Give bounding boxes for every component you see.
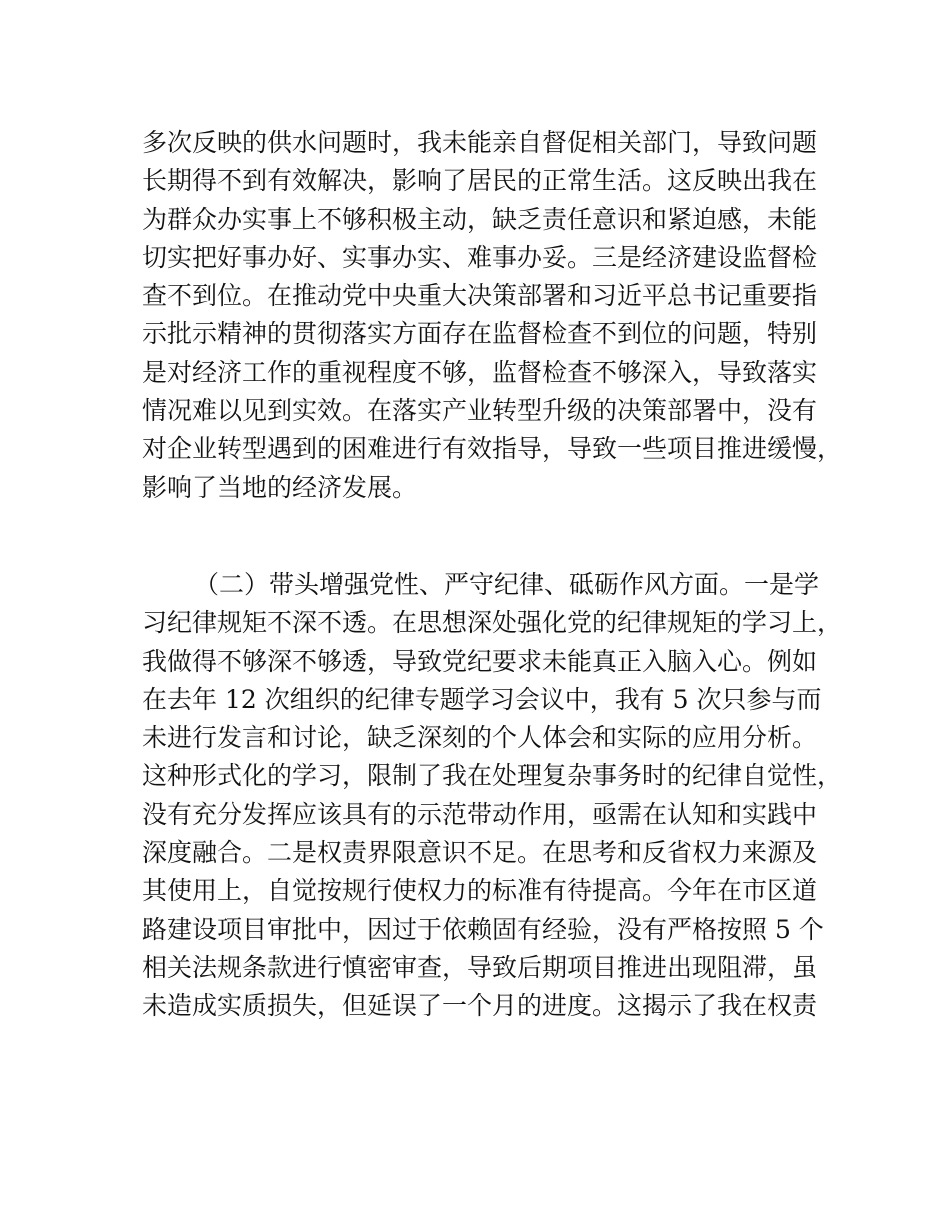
text-line: 对企业转型遇到的困难进行有效指导，导致一些项目推进缓慢， (142, 434, 843, 464)
text-line: 路建设项目审批中，因过于依赖固有经验，没有严格按照 5 个 (142, 914, 824, 944)
text-line: 未造成实质损失，但延误了一个月的进度。这揭示了我在权责 (142, 991, 818, 1021)
text-line: 是对经济工作的重视程度不够，监督检查不够深入，导致落实 (142, 357, 818, 387)
paragraph-1 (142, 124, 843, 507)
text-line: 没有充分发挥应该具有的示范带动作用，亟需在认知和实践中 (142, 799, 818, 829)
text-line: 情况难以见到实效。在落实产业转型升级的决策部署中，没有 (142, 396, 818, 426)
text-line: 在去年 12 次组织的纪律专题学习会议中，我有 5 次只参与而 (142, 684, 822, 714)
text-line: 切实把好事办好、实事办实、难事办妥。三是经济建设监督检 (142, 242, 818, 272)
text-line: 为群众办实事上不够积极主动，缺乏责任意识和紧迫感，未能 (142, 204, 818, 234)
text-line: 影响了当地的经济发展。 (142, 472, 418, 502)
text-line: 这种形式化的学习，限制了我在处理复杂事务时的纪律自觉性， (142, 761, 843, 791)
text-line: 相关法规条款进行慎密审查，导致后期项目推进出现阻滞，虽 (142, 952, 818, 982)
paragraph-2 (142, 566, 843, 1026)
text-line: 多次反映的供水问题时，我未能亲自督促相关部门，导致问题 (142, 128, 818, 157)
text-line: 示批示精神的贯彻落实方面存在监督检查不到位的问题，特别 (142, 319, 818, 349)
text-line: 深度融合。二是权责界限意识不足。在思考和反省权力来源及 (142, 838, 818, 868)
text-line: 查不到位。在推动党中央重大决策部署和习近平总书记重要指 (142, 281, 818, 311)
section-heading-line: （二）带头增强党性、严守纪律、砥砺作风方面。一是学 (194, 570, 820, 599)
text-line: 长期得不到有效解决，影响了居民的正常生活。这反映出我在 (142, 166, 818, 196)
text-line: 未进行发言和讨论，缺乏深刻的个人体会和实际的应用分析。 (142, 723, 818, 753)
text-line: 其使用上，自觉按规行使权力的标准有待提高。今年在市区道 (142, 876, 818, 906)
text-line: 习纪律规矩不深不透。在思想深处强化党的纪律规矩的学习上， (142, 608, 843, 638)
text-line: 我做得不够深不够透，导致党纪要求未能真正入脑入心。例如 (142, 646, 818, 676)
